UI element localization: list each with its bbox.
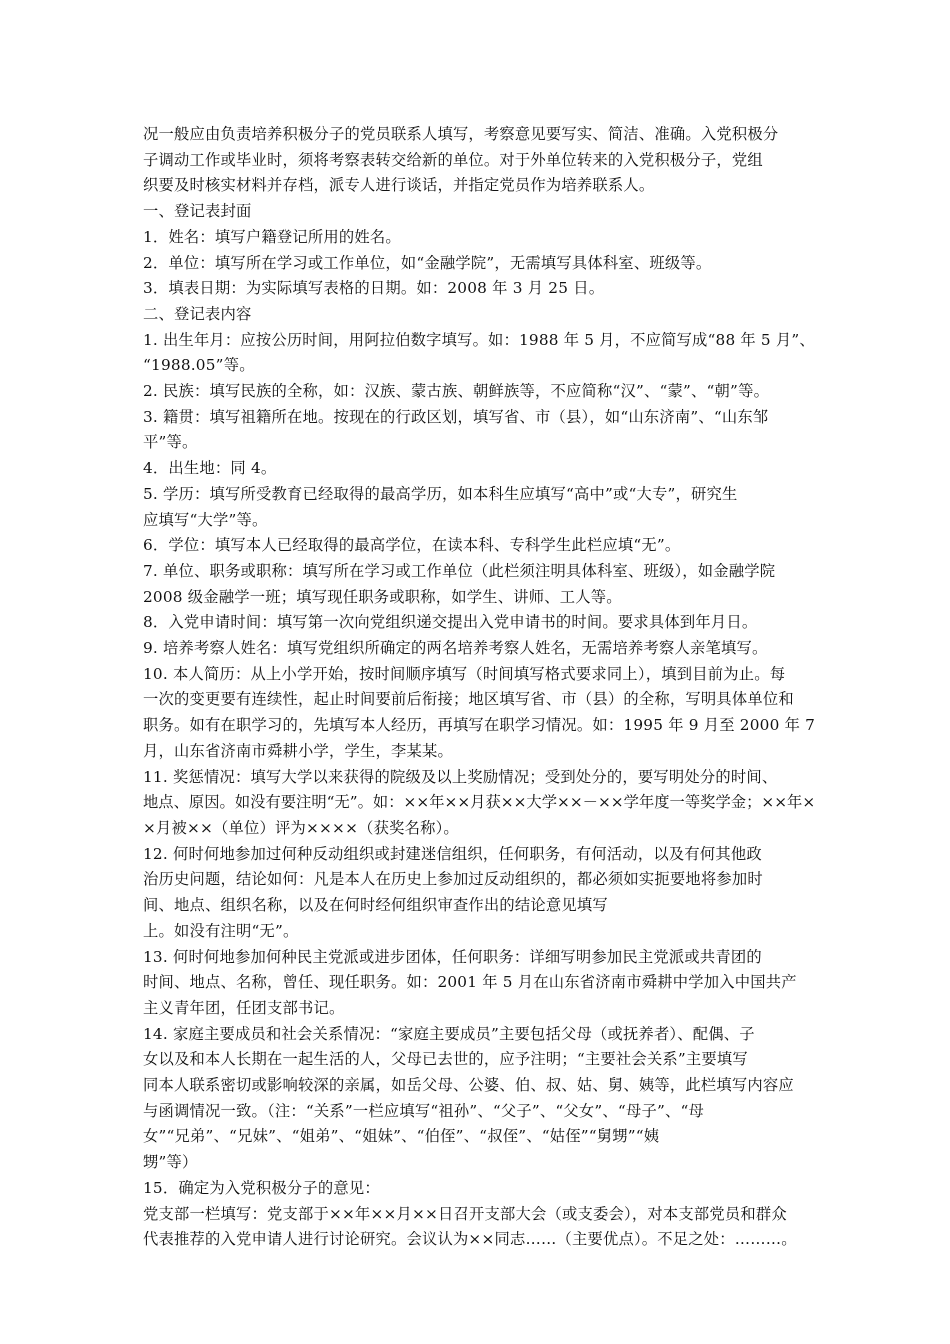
text-line: 代表推荐的入党申请人进行讨论研究。会议认为××同志……（主要优点）。不足之处：………。	[143, 1230, 797, 1249]
text-line: 15．确定为入党积极分子的意见：	[143, 1178, 380, 1197]
text-line: 2008 级金融学一班；填写现任职务或职称，如学生、讲师、工人等。	[143, 587, 622, 606]
text-line: 6．学位：填写本人已经取得的最高学位，在读本科、专科学生此栏应填“无”。	[143, 536, 681, 555]
text-line: 一、登记表封面	[143, 202, 252, 221]
text-line: 与函调情况一致。（注：“关系”一栏应填写“祖孙”、“父子”、“父女”、“母子”、“母	[143, 1101, 704, 1120]
text-line: 织要及时核实材料并存档，派专人进行谈话，并指定党员作为培养联系人。	[143, 176, 655, 195]
text-line: 党支部一栏填写：党支部于××年××月××日召开支部大会（或支委会），对本支部党员和群众	[143, 1204, 787, 1223]
text-line: 一次的变更要有连续性，起止时间要前后衔接；地区填写省、市（县）的全称，写明具体单位和	[143, 690, 794, 709]
text-line: 8．入党申请时间：填写第一次向党组织递交提出入党申请书的时间。要求具体到年月日。	[143, 613, 758, 632]
text-line: 二、登记表内容	[143, 304, 252, 323]
text-line: 同本人联系密切或影响较深的亲属，如岳父母、公婆、伯、叔、姑、舅、姨等，此栏填写内容应	[143, 1076, 794, 1095]
text-line: 14. 家庭主要成员和社会关系情况：“家庭主要成员”主要包括父母（或抚养者）、配偶、子	[143, 1024, 755, 1043]
text-line: 11. 奖惩情况：填写大学以来获得的院级及以上奖励情况；受到处分的，要写明处分的时间、	[143, 767, 778, 786]
text-line: 上。如没有注明“无”。	[143, 921, 299, 940]
text-line: 1. 出生年月：应按公历时间，用阿拉伯数字填写。如：1988 年 5 月，不应简写成“88 年 5 月”、	[143, 330, 815, 349]
text-line: 2. 民族：填写民族的全称，如：汉族、蒙古族、朝鲜族等，不应简称“汉”、“蒙”、“朝”等。	[143, 382, 770, 401]
text-line: 月，山东省济南市舜耕小学，学生，李某某。	[143, 741, 453, 760]
text-line: 10. 本人简历：从上小学开始，按时间顺序填写（时间填写格式要求同上），填到目前为止。每	[143, 664, 786, 683]
text-line: 13. 何时何地参加何种民主党派或进步团体，任何职务：详细写明参加民主党派或共青团的	[143, 947, 762, 966]
text-line: 时间、地点、名称，曾任、现任职务。如：2001 年 5 月在山东省济南市舜耕中学加入中国共产	[143, 973, 797, 992]
text-line: 间、地点、组织名称，以及在何时经何组织审查作出的结论意见填写	[143, 896, 608, 915]
text-line: 平”等。	[143, 433, 198, 452]
text-line: 应填写“大学”等。	[143, 510, 268, 529]
text-line: 况一般应由负责培养积极分子的党员联系人填写，考察意见要写实、简洁、准确。入党积极分	[143, 125, 779, 143]
text-line: 职务。如有在职学习的，先填写本人经历，再填写在职学习情况。如：1995 年 9 月至 2000 年 7	[143, 716, 816, 735]
text-line: 7. 单位、职务或职称：填写所在学习或工作单位（此栏须注明具体科室、班级），如金融学院	[143, 561, 776, 580]
text-line: 9. 培养考察人姓名：填写党组织所确定的两名培养考察人姓名，无需培养考察人亲笔填写。	[143, 639, 768, 658]
text-line: ×月被××（单位）评为××××（获奖名称）。	[143, 818, 459, 837]
text-line: 主义青年团，任团支部书记。	[143, 998, 345, 1017]
text-line: 女以及和本人长期在一起生活的人，父母已去世的，应予注明；“主要社会关系”主要填写	[143, 1050, 748, 1069]
text-line: 5. 学历：填写所受教育已经取得的最高学历，如本科生应填写“高中”或“大专”，研究生	[143, 484, 738, 503]
text-line: 2．单位：填写所在学习或工作单位，如“金融学院”，无需填写具体科室、班级等。	[143, 253, 712, 272]
text-line: “1988.05”等。	[143, 356, 255, 375]
text-line: 治历史问题，结论如何：凡是本人在历史上参加过反动组织的，都必须如实扼要地将参加时	[143, 870, 763, 889]
text-line: 3. 籍贯：填写祖籍所在地。按现在的行政区划，填写省、市（县），如“山东济南”、“山东邹	[143, 407, 769, 426]
text-line: 1．姓名：填写户籍登记所用的姓名。	[143, 227, 401, 246]
document-page	[143, 122, 815, 1253]
text-line: 子调动工作或毕业时，须将考察表转交给新的单位。对于外单位转来的入党积极分子，党组	[143, 150, 763, 169]
text-line: 3．填表日期：为实际填写表格的日期。如：2008 年 3 月 25 日。	[143, 279, 605, 298]
text-line: 12. 何时何地参加过何种反动组织或封建迷信组织，任何职务，有何活动，以及有何其他政	[143, 844, 762, 863]
text-line: 甥”等）	[143, 1153, 198, 1172]
text-line: 地点、原因。如没有要注明“无”。如：××年××月获××大学××－××学年度一等奖学金；××年×	[143, 793, 816, 812]
text-line: 4．出生地：同 4。	[143, 459, 277, 478]
text-line: 女”“兄弟”、“兄妹”、“姐弟”、“姐妹”、“伯侄”、“叔侄”、“姑侄”“舅甥”“姨	[143, 1127, 660, 1146]
